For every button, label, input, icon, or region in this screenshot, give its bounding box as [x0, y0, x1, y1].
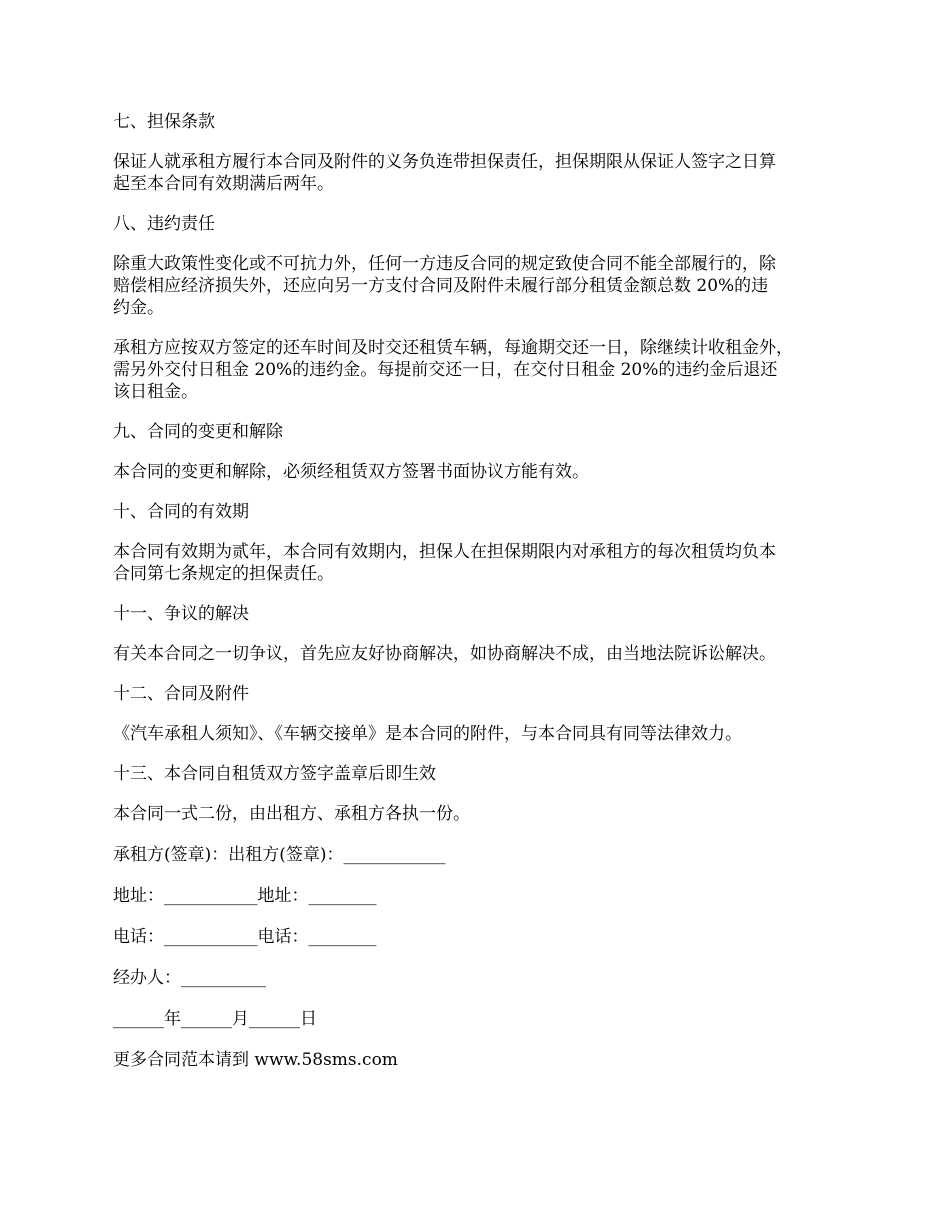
section-11-paragraph: 有关本合同之一切争议，首先应友好协商解决，如协商解决不成，由当地法院诉讼解决。: [113, 644, 776, 664]
section-7-paragraph-line: 保证人就承租方履行本合同及附件的义务负连带担保责任，担保期限从保证人签字之日算: [113, 152, 776, 172]
section-12-heading: 十二、合同及附件: [113, 684, 249, 704]
section-8-heading: 八、违约责任: [113, 214, 215, 234]
footer-link-text: 更多合同范本请到 www.58sms.com: [113, 1050, 398, 1070]
section-8-paragraph-1-line: 赔偿相应经济损失外，还应向另一方支付合同及附件未履行部分租赁金额总数 20%的违: [113, 276, 769, 296]
contract-page: [113, 111, 863, 1071]
section-8-paragraph-2-line: 该日租金。: [113, 382, 198, 402]
section-12-paragraph: 《汽车承租人须知》、《车辆交接单》是本合同的附件，与本合同具有同等法律效力。: [113, 724, 742, 744]
section-8-paragraph-1-line: 约金。: [113, 298, 164, 318]
section-11-heading: 十一、争议的解决: [113, 604, 249, 624]
section-9-heading: 九、合同的变更和解除: [113, 422, 283, 442]
section-8-paragraph-1-line: 除重大政策性变化或不可抗力外，任何一方违反合同的规定致使合同不能全部履行的，除: [113, 254, 776, 274]
section-7-paragraph-line: 起至本合同有效期满后两年。: [113, 174, 334, 194]
signature-line: 承租方(签章)：出租方(签章)：____________: [113, 845, 446, 865]
section-7-heading: 七、担保条款: [113, 112, 215, 132]
phone-line: 电话：___________电话：________: [113, 927, 377, 947]
section-10-paragraph-line: 合同第七条规定的担保责任。: [113, 564, 334, 584]
date-line: ______年______月______日: [113, 1009, 317, 1029]
agent-line: 经办人：__________: [113, 968, 266, 988]
address-line: 地址：___________地址：________: [113, 886, 377, 906]
section-13-paragraph: 本合同一式二份，由出租方、承租方各执一份。: [113, 804, 470, 824]
section-10-paragraph-line: 本合同有效期为贰年，本合同有效期内，担保人在担保期限内对承租方的每次租赁均负本: [113, 542, 776, 562]
section-8-paragraph-2-line: 需另外交付日租金 20%的违约金。每提前交还一日，在交付日租金 20%的违约金后退还: [113, 360, 778, 380]
section-10-heading: 十、合同的有效期: [113, 502, 249, 522]
section-9-paragraph: 本合同的变更和解除，必须经租赁双方签署书面协议方能有效。: [113, 462, 589, 482]
section-8-paragraph-2-line: 承租方应按双方签定的还车时间及时交还租赁车辆，每逾期交还一日，除继续计收租金外，: [113, 338, 793, 358]
section-13-heading: 十三、本合同自租赁双方签字盖章后即生效: [113, 764, 436, 784]
